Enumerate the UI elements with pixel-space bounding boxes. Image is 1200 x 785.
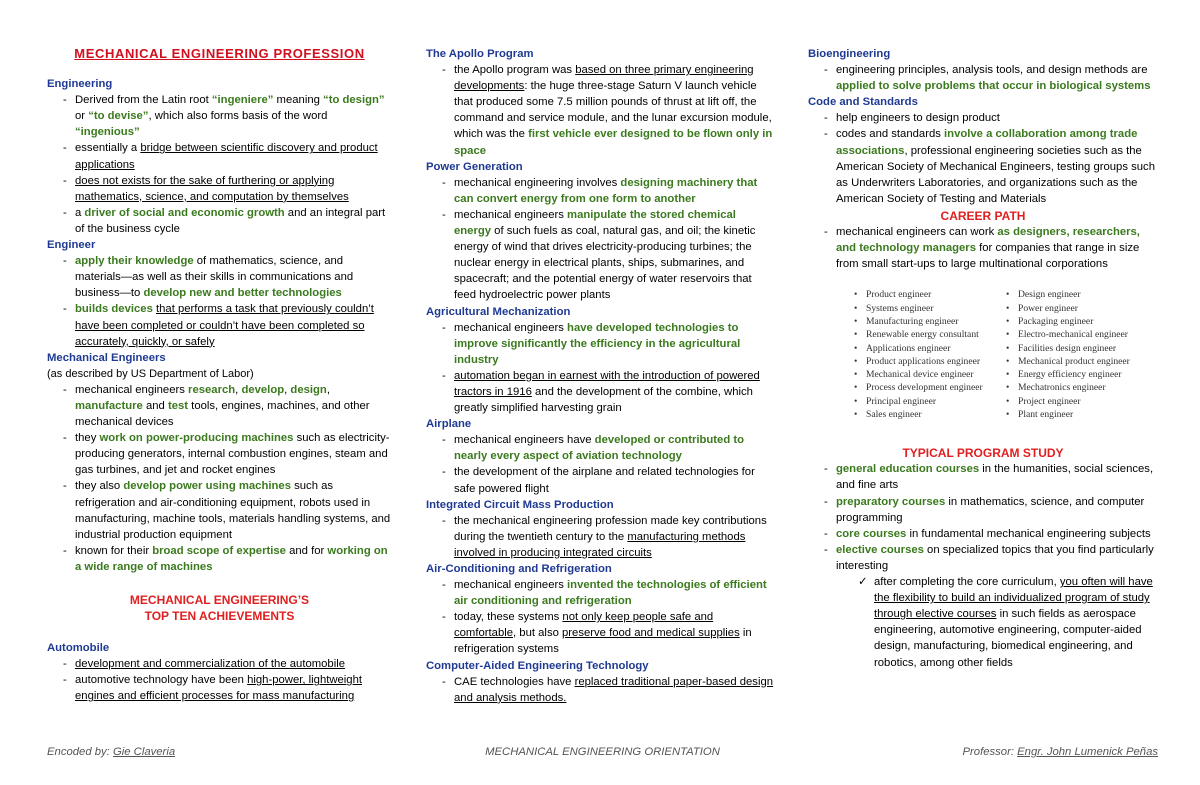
footer-professor: Professor: Engr. John Lumenick Peñas — [962, 746, 1158, 758]
program-study-title: TYPICAL PROGRAM STUDY — [902, 446, 1064, 461]
career-list-item: • Principal engineer — [852, 395, 998, 408]
career-list-item: • Packaging engineer — [1004, 315, 1150, 328]
list-item: - mechanical engineers manipulate the stored chemical energy of such fuels as coal, natural gas, and oil; the kinetic energy of wind that drives electricity-producing turbines; the nuclear energy in electrical plants, ships, submarines, and spacecraft; and the potential energy of water reservoirs that feed hydroelectric power plants — [442, 208, 756, 302]
list-item: - help engineers to design product — [824, 112, 1000, 125]
heading-integrated-circuit: Integrated Circuit Mass Production — [426, 498, 614, 511]
heading-engineering: Engineering — [47, 78, 113, 91]
career-list-item: • Plant engineer — [1004, 408, 1150, 421]
list-item: - automotive technology have been high-power, lightweight engines and efficient processes for mass manufacturing — [63, 674, 363, 703]
list-item: - mechanical engineers research, develop, design, manufacture and test tools, engines, machines, and other mechanical devices — [63, 383, 370, 429]
heading-mechanical-engineers: Mechanical Engineers — [47, 351, 166, 364]
list-item: ✓ after completing the core curriculum, you often will have the flexibility to build an individualized program of study through elective courses in such fields as aerospace engineering, automotive engineering, computer-aided design, manufacturing, biomedical engineering, and robotics, among other fields — [858, 576, 1153, 669]
list-item: - elective courses on specialized topics that you find particularly interesting — [824, 543, 1154, 572]
heading-automobile: Automobile — [47, 642, 110, 654]
career-list-item: • Applications engineer — [852, 342, 998, 355]
career-list-item: • Renewable energy consultant — [852, 328, 998, 341]
column-left — [47, 46, 392, 704]
list-item: - mechanical engineers invented the technologies of efficient air conditioning and refrigeration — [442, 579, 767, 608]
list-item: - preparatory courses in mathematics, science, and computer programming — [824, 495, 1145, 524]
list-item: - CAE technologies have replaced traditional paper-based design and analysis methods. — [442, 675, 774, 704]
footer-center: MECHANICAL ENGINEERING ORIENTATION — [485, 746, 720, 758]
heading-apollo: The Apollo Program — [426, 48, 534, 60]
list-item: - automation began in earnest with the introduction of powered tractors in 1916 and the development of the combine, which greatly simplified harvesting grain — [442, 369, 760, 415]
achievements-title: MECHANICAL ENGINEERING’S TOP TEN ACHIEVEMENTS — [129, 593, 310, 623]
list-item: - does not exists for the sake of furthering or applying mathematics, science, and computation by themselves — [63, 174, 349, 203]
list-item: - general education courses in the humanities, social sciences, and fine arts — [824, 463, 1154, 492]
list-item: - apply their knowledge of mathematics, science, and materials—as well as their skills in communications and business—to develop new and better technologies — [63, 255, 354, 300]
footer-encoded-by: Encoded by: Gie Claveria — [47, 746, 176, 758]
list-item: - mechanical engineering involves designing machinery that can convert energy from one form to another — [442, 176, 758, 205]
career-list-item: • Power engineer — [1004, 302, 1150, 315]
column-middle — [426, 46, 774, 706]
career-list-item: • Mechanical device engineer — [852, 368, 998, 381]
career-list-item: • Mechatronics engineer — [1004, 381, 1150, 394]
career-list-item: • Project engineer — [1004, 395, 1150, 408]
list-item: - mechanical engineers have developed technologies to improve significantly the efficiency in the agricultural industry — [442, 321, 741, 366]
list-item: - engineering principles, analysis tools, and design methods are applied to solve problems that occur in biological systems — [824, 64, 1151, 93]
list-item: - they work on power-producing machines such as electricity-producing generators, internal combustion engines, steam and gas turbines, and jet and rocket engines — [63, 432, 390, 477]
heading-air-conditioning: Air-Conditioning and Refrigeration — [426, 563, 612, 575]
heading-cae: Computer-Aided Engineering Technology — [426, 659, 649, 672]
heading-power-generation: Power Generation — [426, 160, 523, 173]
list-item: - Derived from the Latin root “ingeniere” meaning “to design” or “to devise”, which also forms basis of the word “ingenious” — [63, 94, 385, 139]
heading-airplane: Airplane — [426, 418, 472, 431]
column-right — [808, 46, 1158, 671]
list-item: - codes and standards involve a collaboration among trade associations, professional engineering societies such as the American Society of Mechanical Engineers, testing groups such as Underwriters Laboratories, and organizations such as the American Society of Testing and Materials — [824, 128, 1155, 205]
list-item: - builds devices that performs a task that previously couldn’t have been completed or couldn’t have been completed so accurately, quickly, or safely — [63, 303, 374, 348]
list-item: - mechanical engineers have developed or contributed to nearly every aspect of aviation technology — [442, 434, 745, 463]
heading-bioengineering: Bioengineering — [808, 48, 891, 60]
career-list-item: • Mechanical product engineer — [1004, 355, 1150, 368]
list-item: - the mechanical engineering profession made key contributions during the twentieth century to the manufacturing methods involved in producing integrated circuits — [442, 514, 767, 559]
list-item: - today, these systems not only keep people safe and comfortable, but also preserve food and medical supplies in refrigeration systems — [442, 611, 752, 656]
list-item: - known for their broad scope of expertise and for working on a wide range of machines — [63, 544, 388, 573]
checkmark-icon: ✓ — [858, 576, 868, 589]
heading-agricultural: Agricultural Mechanization — [426, 305, 571, 318]
career-list-item: • Electro-mechanical engineer — [1004, 328, 1150, 341]
list-item: - the development of the airplane and related technologies for safe powered flight — [442, 466, 755, 495]
career-list-item: • Manufacturing engineer — [852, 315, 998, 328]
career-list-item: • Sales engineer — [852, 408, 998, 421]
note: (as described by US Department of Labor) — [47, 367, 254, 380]
career-list-item: • Product engineer — [852, 288, 998, 301]
footer — [47, 746, 1158, 762]
career-list-item: • Process development engineer — [852, 381, 998, 394]
heading-engineer: Engineer — [47, 239, 96, 252]
list-item: - mechanical engineers can work as designers, researchers, and technology managers for companies that range in size from small start-ups to large multinational corporations — [824, 226, 1140, 271]
list-item: - core courses in fundamental mechanical engineering subjects — [824, 527, 1151, 540]
list-item: - they also develop power using machines such as refrigeration and air-conditioning equipment, robots used in manufacturing, machine tools, materials handling systems, and industrial production equipment — [63, 480, 391, 541]
career-list-item: • Systems engineer — [852, 302, 998, 315]
list-item: - development and commercialization of the automobile — [63, 658, 346, 671]
career-list-item: • Energy efficiency engineer — [1004, 368, 1150, 381]
career-list — [852, 288, 1158, 421]
list-item: - the Apollo program was based on three primary engineering developments: the huge three-stage Saturn V launch vehicle that produced some 7.5 million pounds of thrust at lift off, the command and service module, and the lunar excursion module, which was the first vehicle ever designed to be flown only in space — [442, 64, 773, 157]
heading-codes-standards: Code and Standards — [808, 96, 918, 109]
career-list-item: • Design engineer — [1004, 288, 1150, 301]
career-list-item: • Product applications engineer — [852, 355, 998, 368]
page-title: MECHANICAL ENGINEERING PROFESSION — [74, 46, 365, 61]
list-item: - essentially a bridge between scientific discovery and product applications — [63, 142, 378, 171]
career-path-title: CAREER PATH — [940, 208, 1026, 223]
career-list-item: • Facilities design engineer — [1004, 342, 1150, 355]
list-item: - a driver of social and economic growth and an integral part of the business cycle — [63, 206, 386, 235]
